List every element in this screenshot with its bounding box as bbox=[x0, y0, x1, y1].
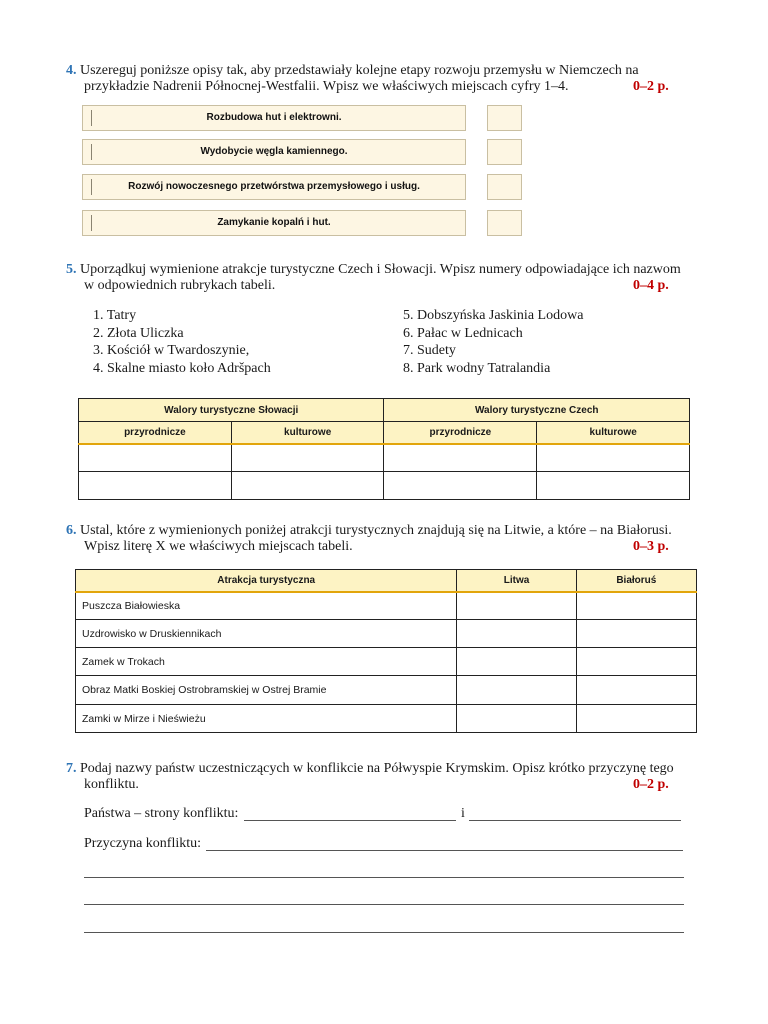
attraction-name: Puszcza Białowieska bbox=[76, 592, 457, 620]
task-4-answer-2[interactable] bbox=[487, 139, 522, 165]
table-row bbox=[76, 592, 697, 620]
answer-cell[interactable] bbox=[457, 620, 576, 648]
task-4-text-line1: Uszereguj poniższe opisy tak, aby przedstawiały kolejne etapy rozwoju przemysłu w Niemczech na bbox=[80, 63, 639, 78]
states-label: Państwa – strony konfliktu: bbox=[84, 806, 239, 821]
subheader-natural: przyrodnicze bbox=[79, 422, 232, 444]
state-1-field[interactable] bbox=[244, 820, 456, 821]
task-4-points: 0–2 p. bbox=[633, 79, 669, 94]
task-5-list-left bbox=[93, 307, 271, 377]
task-4-item-1-text: Rozbudowa hut i elektrowni. bbox=[206, 112, 342, 123]
answer-cell[interactable] bbox=[576, 648, 696, 676]
task-5-number: 5. bbox=[66, 262, 77, 277]
task-4-item-3 bbox=[82, 174, 466, 200]
task-4-answer-3[interactable] bbox=[487, 174, 522, 200]
task-4-answer-4[interactable] bbox=[487, 210, 522, 236]
header-belarus: Białoruś bbox=[576, 570, 696, 592]
list-item: 5. Dobszyńska Jaskinia Lodowa bbox=[403, 308, 584, 323]
and-word: i bbox=[461, 806, 465, 821]
cause-label: Przyczyna konfliktu: bbox=[84, 836, 202, 851]
task-7-text-line1: Podaj nazwy państw uczestniczących w konflikcie na Półwyspie Krymskim. Opisz krótko przyczynę tego bbox=[80, 761, 674, 776]
list-item: 8. Park wodny Tatralandia bbox=[403, 360, 551, 376]
state-2-field[interactable] bbox=[469, 820, 681, 821]
list-item: 2. Złota Uliczka bbox=[93, 325, 184, 341]
answer-cell[interactable] bbox=[231, 472, 384, 500]
task-4-question bbox=[66, 63, 696, 95]
subheader-natural: przyrodnicze bbox=[384, 422, 537, 444]
header-attraction: Atrakcja turystyczna bbox=[76, 570, 457, 592]
task-5-points: 0–4 p. bbox=[633, 278, 669, 293]
answer-cell[interactable] bbox=[79, 444, 232, 472]
task-7-question bbox=[66, 761, 696, 793]
list-item: 4. Skalne miasto koło Adršpach bbox=[93, 360, 271, 376]
task-6-question bbox=[66, 523, 696, 555]
answer-cell[interactable] bbox=[457, 705, 576, 733]
task-5-table bbox=[78, 398, 690, 500]
answer-cell[interactable] bbox=[537, 444, 690, 472]
task-4-text-line2: przykładzie Nadrenii Północnej-Westfalii. Wpisz we właściwych miejscach cyfry 1–4. bbox=[84, 79, 569, 94]
answer-cell[interactable] bbox=[576, 676, 696, 705]
subheader-cultural: kulturowe bbox=[537, 422, 690, 444]
answer-cell[interactable] bbox=[576, 592, 696, 620]
task-4-item-3-text: Rozwój nowoczesnego przetwórstwa przemysłowego i usług. bbox=[128, 181, 420, 192]
table-row bbox=[76, 676, 697, 705]
answer-cell[interactable] bbox=[384, 472, 537, 500]
list-item: 1. Tatry bbox=[93, 308, 137, 323]
answer-cell[interactable] bbox=[384, 444, 537, 472]
task-4-item-2 bbox=[82, 139, 466, 165]
answer-line[interactable] bbox=[84, 904, 684, 905]
answer-line[interactable] bbox=[84, 932, 684, 933]
task-4-item-1 bbox=[82, 105, 466, 131]
attraction-name: Zamki w Mirze i Nieświeżu bbox=[76, 705, 457, 733]
task-4-item-4-text: Zamykanie kopalń i hut. bbox=[217, 217, 331, 228]
attraction-name: Zamek w Trokach bbox=[76, 648, 457, 676]
table-row bbox=[76, 705, 697, 733]
answer-cell[interactable] bbox=[457, 648, 576, 676]
task-7-points: 0–2 p. bbox=[633, 777, 669, 792]
table-row bbox=[76, 648, 697, 676]
task-5-list-right bbox=[403, 307, 583, 377]
task-7-text-line2: konfliktu. bbox=[84, 777, 139, 792]
answer-cell[interactable] bbox=[231, 444, 384, 472]
task-5-text-line2: w odpowiednich rubrykach tabeli. bbox=[84, 278, 276, 293]
list-item: 3. Kościół w Twardoszynie, bbox=[93, 343, 250, 358]
header-czech: Walory turystyczne Czech bbox=[384, 399, 690, 422]
answer-cell[interactable] bbox=[79, 472, 232, 500]
cause-field[interactable] bbox=[206, 850, 683, 851]
table-row bbox=[76, 620, 697, 648]
header-lithuania: Litwa bbox=[457, 570, 576, 592]
task-6-number: 6. bbox=[66, 523, 77, 538]
attraction-name: Uzdrowisko w Druskiennikach bbox=[76, 620, 457, 648]
answer-cell[interactable] bbox=[457, 676, 576, 705]
attraction-name: Obraz Matki Boskiej Ostrobramskiej w Ostrej Bramie bbox=[76, 676, 457, 705]
answer-cell[interactable] bbox=[537, 472, 690, 500]
list-item: 7. Sudety bbox=[403, 343, 456, 358]
task-5-question bbox=[66, 262, 696, 294]
task-6-text-line1: Ustal, które z wymienionych poniżej atrakcji turystycznych znajdują się na Litwie, a które – na Białorusi. bbox=[80, 523, 672, 538]
task-6-text-line2: Wpisz literę X we właściwych miejscach tabeli. bbox=[84, 539, 353, 554]
task-4-number: 4. bbox=[66, 63, 77, 78]
list-item: 6. Pałac w Lednicach bbox=[403, 325, 523, 341]
answer-cell[interactable] bbox=[457, 592, 576, 620]
task-4-answer-1[interactable] bbox=[487, 105, 522, 131]
subheader-cultural: kulturowe bbox=[231, 422, 384, 444]
task-4-item-4 bbox=[82, 210, 466, 236]
answer-line[interactable] bbox=[84, 877, 684, 878]
task-4-item-2-text: Wydobycie węgla kamiennego. bbox=[200, 146, 348, 157]
task-5-text-line1: Uporządkuj wymienione atrakcje turystyczne Czech i Słowacji. Wpisz numery odpowiadające ich nazwom bbox=[80, 262, 681, 277]
answer-cell[interactable] bbox=[576, 705, 696, 733]
task-7-number: 7. bbox=[66, 761, 77, 776]
task-6-points: 0–3 p. bbox=[633, 539, 669, 554]
header-slovakia: Walory turystyczne Słowacji bbox=[79, 399, 384, 422]
answer-cell[interactable] bbox=[576, 620, 696, 648]
task-6-table bbox=[75, 569, 697, 733]
